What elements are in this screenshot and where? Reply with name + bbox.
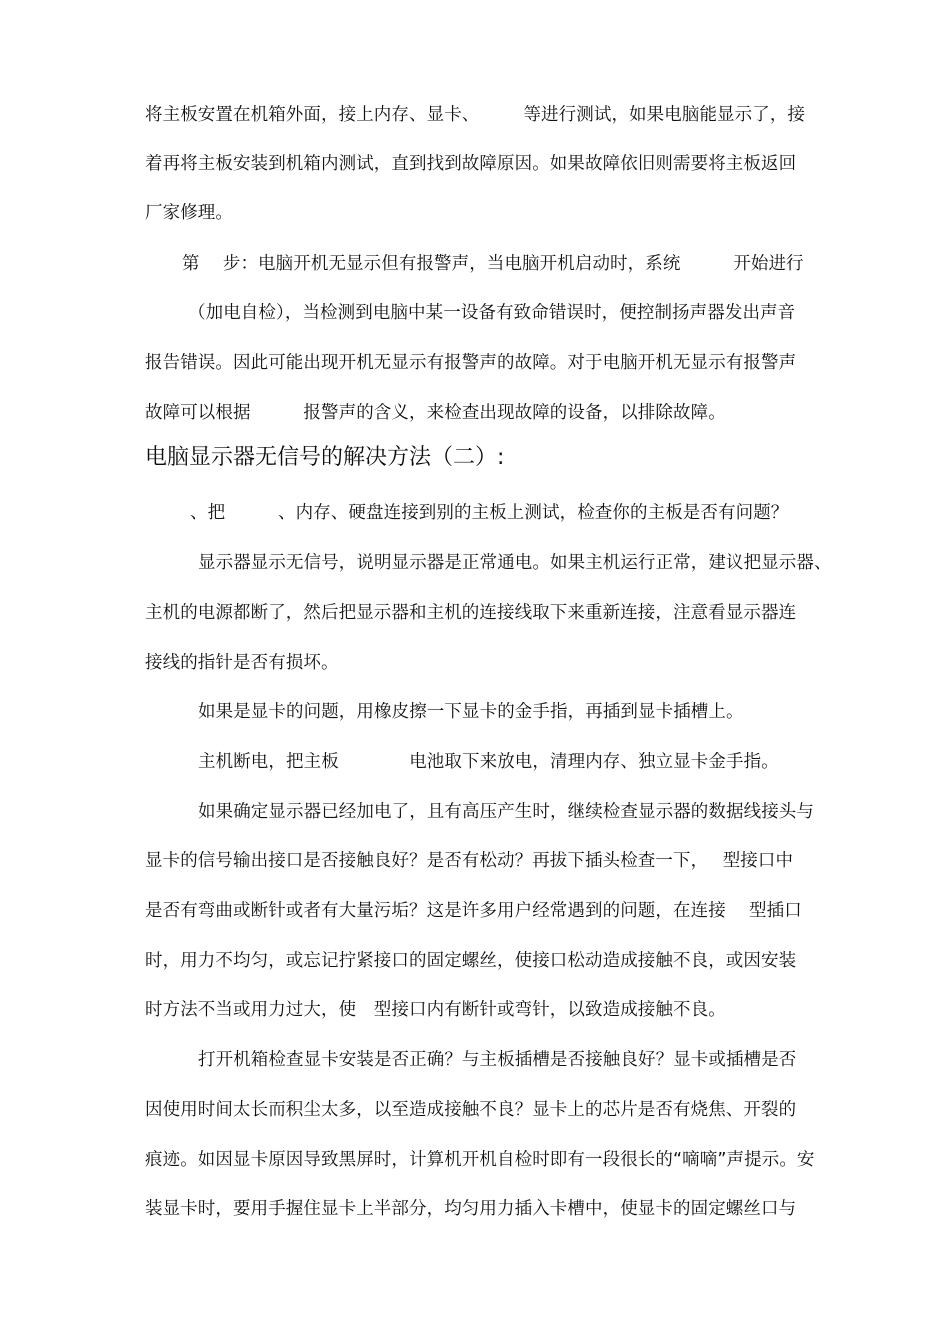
paragraph-line-19: 打开机箱检查显卡安装是否正确？与主板插槽是否接触良好？显卡或插槽是否: [198, 1050, 797, 1070]
paragraph-line-5: （加电自检），当检测到电脑中某一设备有致命错误时，便控制扬声器发出声音: [188, 303, 796, 323]
paragraph-line-17: 时，用力不均匀，或忘记拧紧接口的固定螺丝，使接口松动造成接触不良，或因安装: [145, 951, 797, 971]
paragraph-line-18: 时方法不当或用力过大，使 型接口内有断针或弯针，以致造成接触不良。: [145, 1000, 726, 1020]
paragraph-line-11: 接线的指针是否有损坏。: [145, 653, 339, 673]
paragraph-line-2: 着再将主板安装到机箱内测试，直到找到故障原因。如果故障依旧则需要将主板返回: [145, 154, 797, 174]
paragraph-line-7: 故障可以根据 报警声的含义，来检查出现故障的设备，以排除故障。: [145, 403, 726, 423]
paragraph-line-12: 如果是显卡的问题，用橡皮擦一下显卡的金手指，再插到显卡插槽上。: [198, 702, 744, 722]
paragraph-line-13: 主机断电，把主板 电池取下来放电，清理内存、独立显卡金手指。: [198, 752, 779, 772]
paragraph-line-10: 主机的电源都断了，然后把显示器和主机的连接线取下来重新连接，注意看显示器连: [145, 603, 797, 623]
paragraph-line-4: 第 步：电脑开机无显示但有报警声，当电脑开机启动时，系统 开始进行: [182, 254, 804, 274]
paragraph-line-20: 因使用时间太长而积尘太多，以至造成接触不良？显卡上的芯片是否有烧焦、开裂的: [145, 1100, 797, 1120]
paragraph-line-1: 将主板安置在机箱外面，接上内存、显卡、 等进行测试，如果电脑能显示了，接: [145, 105, 806, 125]
section-heading: 电脑显示器无信号的解决方法（二）:: [145, 445, 505, 470]
paragraph-line-6: 报告错误。因此可能出现开机无显示有报警声的故障。对于电脑开机无显示有报警声: [145, 353, 797, 373]
paragraph-line-9: 显示器显示无信号，说明显示器是正常通电。如果主机运行正常，建议把显示器、: [198, 553, 832, 573]
paragraph-line-8: 、把 、内存、硬盘连接到别的主板上测试，检查你的主板是否有问题？: [190, 503, 789, 523]
paragraph-line-15: 显卡的信号输出接口是否接触良好？是否有松动？再拔下插头检查一下， 型接口中: [145, 851, 794, 871]
paragraph-line-21: 痕迹。如因显卡原因导致黑屏时，计算机开机自检时即有一段很长的“嘀嘀”声提示。安: [145, 1150, 815, 1170]
paragraph-line-16: 是否有弯曲或断针或者有大量污垢？这是许多用户经常遇到的问题，在连接 型插口: [145, 901, 802, 921]
paragraph-line-3: 厂家修理。: [145, 203, 233, 223]
paragraph-line-14: 如果确定显示器已经加电了，且有高压产生时，继续检查显示器的数据线接头与: [198, 802, 814, 822]
paragraph-line-22: 装显卡时，要用手握住显卡上半部分，均匀用力插入卡槽中，使显卡的固定螺丝口与: [145, 1199, 797, 1219]
